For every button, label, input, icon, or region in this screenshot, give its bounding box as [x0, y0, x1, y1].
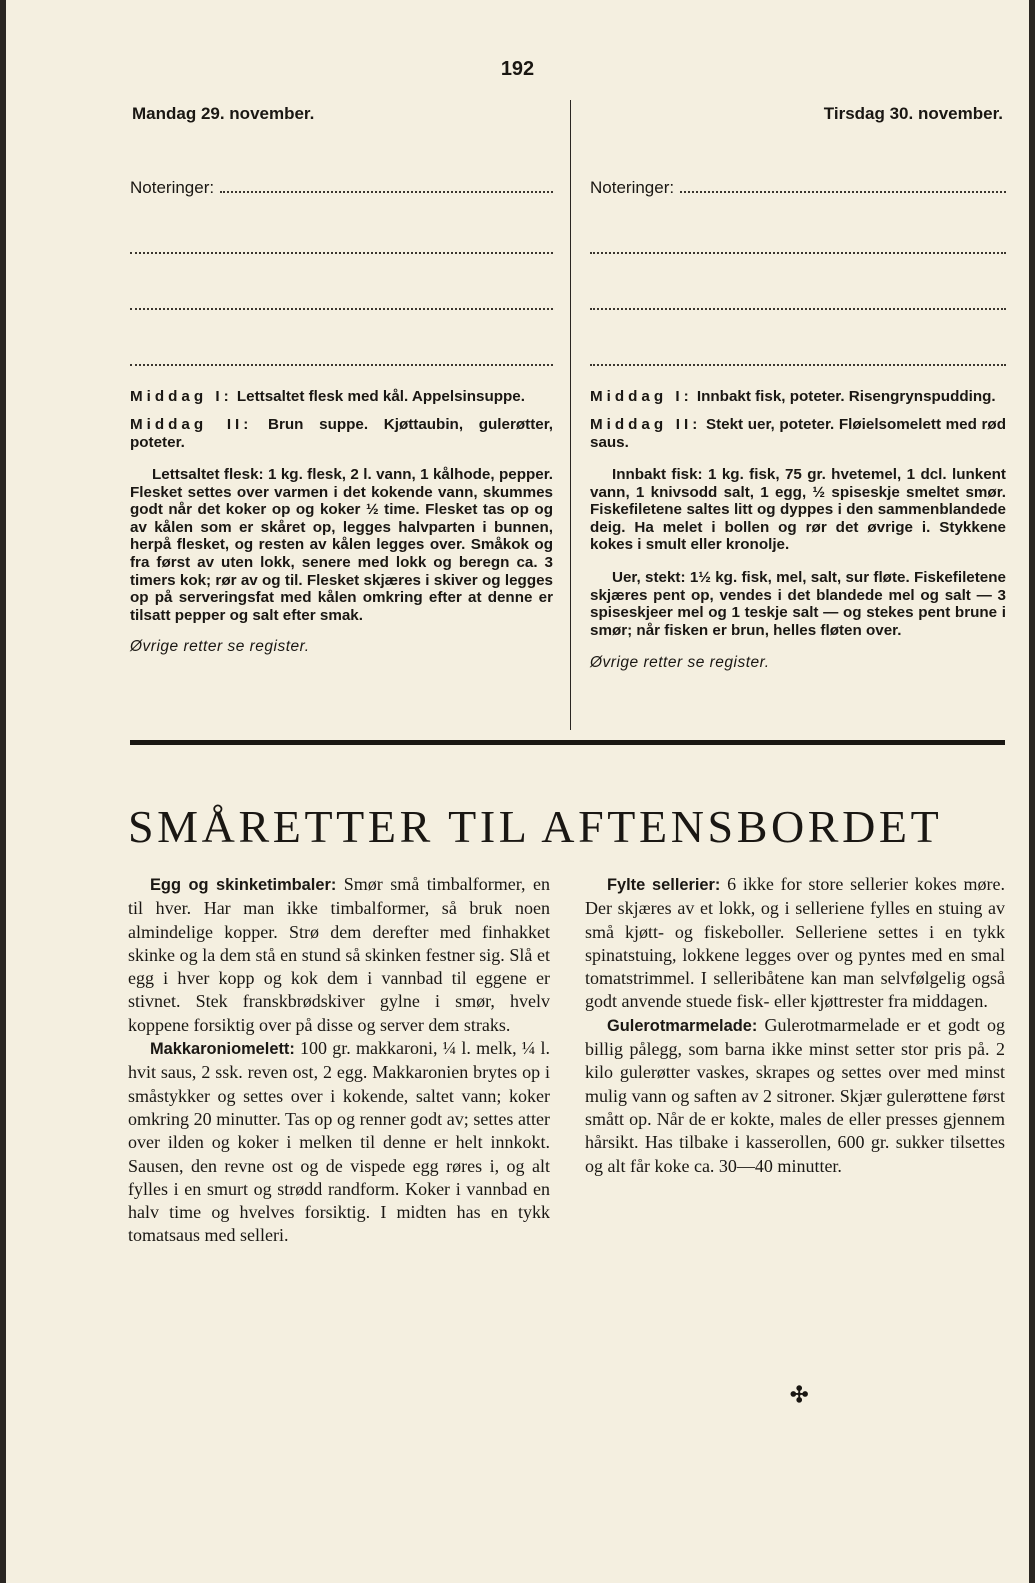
recipe: [590, 569, 1006, 639]
middag-1: [130, 388, 553, 406]
date-right: Tirsdag 30. november.: [823, 104, 1003, 123]
lower-left-column: [128, 873, 550, 1248]
middag-2-text: Stekt uer, poteter. Fløielsomelett med rød saus.: [590, 416, 1006, 451]
recipe-title: Makkaroniomelett:: [150, 1040, 295, 1059]
recipe: [585, 873, 1005, 1014]
blank-note-line: [590, 254, 1006, 310]
end-ornament-icon: ✣: [790, 1382, 809, 1407]
recipe-title: Fylte sellerier:: [607, 876, 721, 894]
dotted-line: [130, 252, 553, 254]
dotted-line: [130, 364, 553, 366]
recipe-text: 6 ikke for store sellerier kokes møre. Der skjæres av et lokk, og i selleriene fylles en stuing av små kjøtt- og fiskeboller. Selleriene settes i en tykk spinatstuing, lokkene legges over og pyntes med en smal tomatstrimmel. I selleribåtene kan man selvfølgelig også godt anvende stuede fisk- eller kjøttrester fra middagen.: [585, 874, 1005, 1012]
recipe: [590, 466, 1006, 554]
middag-2-lead: Middag II:: [590, 416, 702, 433]
middag-2-lead: Middag II:: [130, 416, 253, 433]
recipe-text: 1 kg. flesk, 2 l. vann, 1 kålhode, pepper. Flesket settes over varmen i det kokende vann, skummes godt når det koker op og koker ½ time. Flesket tas op og av kålen som er skåret op, legges halvparten i bunnen, herpå flesket, og resten av kålen legges over. Småkok og fra først av uten lokk, senere med lokk og beregn ca. 3 timers kok; rør av og til. Flesket skjæres i skiver og legges op på serveringsfat med kålen omkring efter at denne er tilsatt pepper og salt efter smak.: [130, 466, 553, 624]
page-edge-left: [0, 0, 6, 1583]
column-divider: [570, 100, 571, 730]
middag-1: [590, 388, 1006, 406]
recipe: [130, 466, 553, 624]
left-day-meals: [130, 388, 553, 656]
notes-label: Noteringer:: [590, 178, 675, 197]
right-day-meals: [590, 388, 1006, 672]
dotted-line: [130, 308, 553, 310]
recipe-text: Smør små timbalformer, en til hver. Har man ikke timbalformer, så bruk noen almindelige kopper. Strø dem derefter med finhakket skinke og la dem stå en stund så skinken festner sig. Slå et egg i hver kopp og kok dem i vannbad til eggene er stivnet. Stek franskbrødskiver gylne i smør, hvelv koppene forsiktig over på disse og server dem straks.: [128, 874, 550, 1035]
dotted-line: [220, 191, 553, 193]
recipe-title: Innbakt fisk:: [612, 466, 703, 483]
middag-2: [130, 416, 553, 452]
blank-note-line: [590, 198, 1006, 254]
section-heading: SMÅRETTER TIL AFTENSBORDET: [128, 801, 943, 852]
lower-right-column: [585, 873, 1005, 1178]
middag-1-lead: Middag I:: [590, 388, 693, 405]
blank-note-line: [590, 310, 1006, 366]
recipe-title: Uer, stekt:: [612, 569, 686, 587]
recipe-title: Egg og skinketimbaler:: [150, 876, 337, 894]
dotted-line: [590, 252, 1006, 254]
dotted-line: [590, 364, 1006, 366]
other-dishes-note: Øvrige retter se register.: [130, 638, 310, 656]
notes-label: Noteringer:: [130, 178, 215, 197]
recipe-text: 100 gr. makkaroni, ¼ l. melk, ¼ l. hvit saus, 2 ssk. reven ost, 2 egg. Makkaronien brytes op i småstykker og settes over i kokende, saltet vann; koker omkring 20 minutter. Tas op og renner godt av; settes atter over ilden og koker i melken til denne er helt innkokt. Sausen, den revne ost og de vispede egg røres i, og alt fylles i en smurt og strødd randform. Koker i vannbad en halv time og hvelves forsiktig. I midten has en tykk tomatsaus med selleri.: [128, 1038, 551, 1246]
recipe: [585, 1014, 1005, 1178]
other-dishes-note: Øvrige retter se register.: [590, 653, 770, 671]
page-number: 192: [500, 58, 535, 80]
blank-note-line: [130, 198, 553, 254]
dotted-line: [590, 308, 1006, 310]
notes-line: [590, 172, 1006, 198]
recipe-title: Gulerotmarmelade:: [607, 1016, 758, 1035]
middag-1-text: Innbakt fisk, poteter. Risengrynspudding.: [696, 388, 996, 405]
recipe-text: 1 kg. fisk, 75 gr. hvetemel, 1 dcl. lunkent vann, 1 knivsodd salt, 1 egg, ½ spiseskje smeltet smør. Fiskefiletene saltes litt og dyppes i den sammenblandede deig. Ha melet i bollen og rør det øvrige i. Stykkene kokes i smult eller kronolje.: [590, 466, 1006, 554]
recipe-text: 1½ kg. fisk, mel, salt, sur fløte. Fiskefiletene skjæres pent op, vendes i det blandede mel og salt — 3 spiseskjeer mel og 1 teskje salt — og stekes pent brune i smør; når fisken er brun, helles fløten over.: [590, 569, 1006, 639]
left-day-column: [130, 172, 553, 366]
page-edge-right: [1029, 0, 1035, 1583]
recipe-title: Lettsaltet flesk:: [152, 466, 264, 483]
middag-1-lead: Middag I:: [130, 388, 233, 405]
middag-2: [590, 416, 1006, 452]
recipe: [128, 1037, 550, 1248]
recipe-text: Gulerotmarmelade er et godt og billig pålegg, som barna ikke minst setter stor pris på. 2 kilo gulerøtter vaskes, skrapes og settes over med minst mulig vann og saften av 2 sitroner. Skjær gulerøttene først smått op. Når de er kokte, males de eller presses gjennem hårsikt. Has tilbake i kasserollen, 600 gr. sukker tilsettes og alt får koke ca. 30—40 minutter.: [585, 1014, 1005, 1176]
blank-note-line: [130, 310, 553, 366]
notes-line: [130, 172, 553, 198]
date-left: Mandag 29. november.: [132, 104, 315, 123]
middag-1-text: Lettsaltet flesk med kål. Appelsinsuppe.: [236, 388, 525, 405]
middag-2-text: Brun suppe. Kjøttaubin, gulerøtter, poteter.: [130, 416, 553, 451]
recipe: [128, 873, 550, 1037]
dotted-line: [680, 191, 1006, 193]
blank-note-line: [130, 254, 553, 310]
right-day-column: [590, 172, 1006, 366]
section-rule: [130, 740, 1005, 745]
